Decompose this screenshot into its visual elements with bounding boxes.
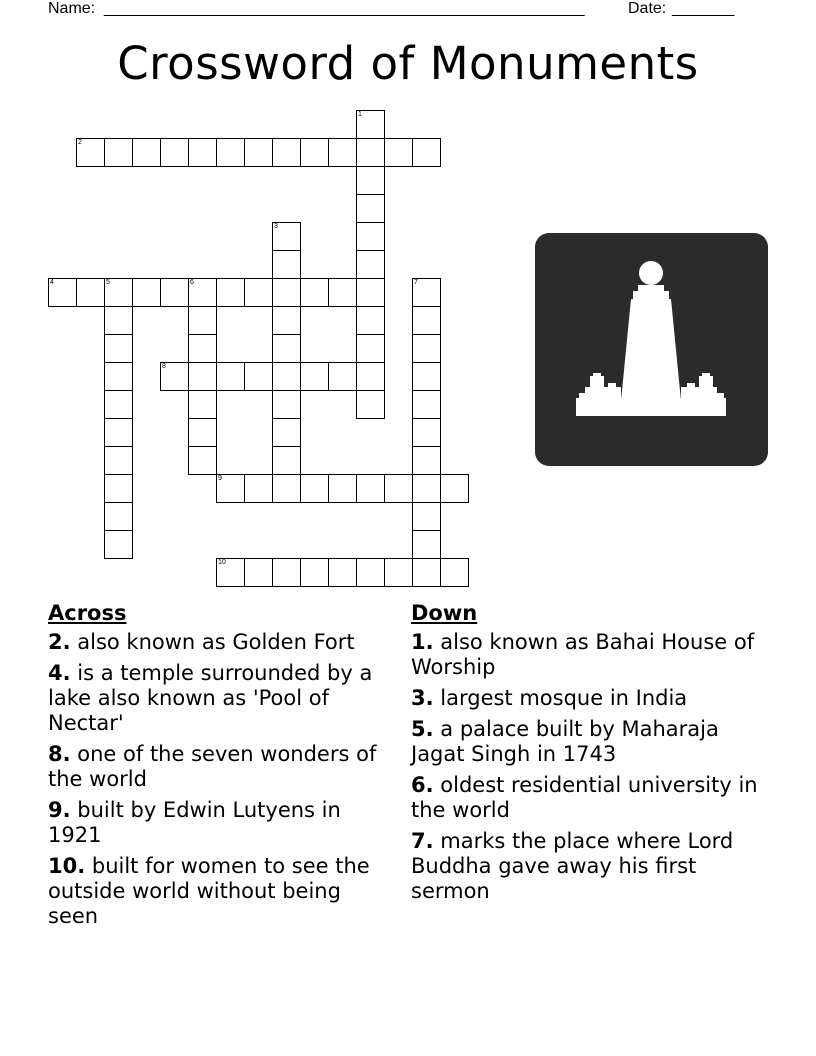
- across-clue: [48, 630, 388, 655]
- grid-cell[interactable]: [76, 278, 105, 307]
- clue-text: oldest residential university in the world: [411, 773, 758, 822]
- down-clue: [411, 717, 776, 767]
- grid-cell[interactable]: [272, 446, 301, 475]
- grid-cell[interactable]: [412, 446, 441, 475]
- clue-text: built for women to see the outside world without being seen: [48, 854, 370, 928]
- grid-cell[interactable]: [300, 278, 329, 307]
- grid-cell[interactable]: [272, 474, 301, 503]
- clue-number: 10.: [48, 854, 86, 878]
- grid-cell[interactable]: [356, 362, 385, 391]
- across-clues: [48, 598, 388, 935]
- grid-cell[interactable]: [188, 334, 217, 363]
- grid-cell[interactable]: [104, 278, 133, 307]
- grid-cell[interactable]: [272, 250, 301, 279]
- grid-cell[interactable]: [412, 138, 441, 167]
- grid-cell[interactable]: [216, 138, 245, 167]
- grid-cell[interactable]: [188, 138, 217, 167]
- grid-cell[interactable]: [188, 418, 217, 447]
- down-clue: [411, 686, 776, 711]
- across-clue: [48, 742, 388, 792]
- grid-cell[interactable]: [412, 390, 441, 419]
- grid-cell[interactable]: [104, 418, 133, 447]
- grid-cell[interactable]: [244, 474, 273, 503]
- grid-cell[interactable]: [216, 362, 245, 391]
- across-clue-list: [48, 630, 388, 929]
- grid-cell[interactable]: [104, 446, 133, 475]
- grid-cell[interactable]: [328, 278, 357, 307]
- grid-cell[interactable]: [356, 110, 385, 139]
- grid-cell[interactable]: [188, 362, 217, 391]
- across-clue: [48, 798, 388, 848]
- name-label: Name:: [48, 0, 96, 17]
- clue-text: built by Edwin Lutyens in 1921: [48, 798, 341, 847]
- grid-cell[interactable]: [440, 558, 469, 587]
- grid-cell[interactable]: [104, 334, 133, 363]
- date-field[interactable]: _______: [672, 0, 735, 17]
- grid-cell[interactable]: [188, 306, 217, 335]
- grid-cell[interactable]: [272, 306, 301, 335]
- grid-cell[interactable]: [216, 278, 245, 307]
- clue-text: also known as Golden Fort: [70, 630, 355, 654]
- clue-number: 10: [218, 559, 226, 566]
- grid-cell[interactable]: [272, 558, 301, 587]
- grid-cell[interactable]: [160, 278, 189, 307]
- grid-cell[interactable]: [412, 334, 441, 363]
- clue-text: is a temple surrounded by a lake also known as 'Pool of Nectar': [48, 661, 373, 735]
- grid-cell[interactable]: [104, 502, 133, 531]
- grid-cell[interactable]: [356, 390, 385, 419]
- clue-number: 5.: [411, 717, 434, 741]
- clue-number: 3: [274, 223, 278, 230]
- grid-cell[interactable]: [300, 474, 329, 503]
- clue-number: 1: [358, 111, 362, 118]
- across-heading: Across: [48, 601, 127, 625]
- down-clues: [411, 598, 776, 910]
- grid-cell[interactable]: [104, 138, 133, 167]
- clue-number: 4.: [48, 661, 71, 685]
- down-clue: [411, 773, 776, 823]
- grid-cell[interactable]: [216, 558, 245, 587]
- clue-number: 5: [106, 279, 110, 286]
- grid-cell[interactable]: [104, 306, 133, 335]
- grid-cell[interactable]: [300, 138, 329, 167]
- grid-cell[interactable]: [356, 306, 385, 335]
- grid-cell[interactable]: [272, 418, 301, 447]
- grid-cell[interactable]: [160, 138, 189, 167]
- grid-cell[interactable]: [132, 278, 161, 307]
- clue-number: 1.: [411, 630, 434, 654]
- grid-cell[interactable]: [384, 138, 413, 167]
- grid-cell[interactable]: [328, 362, 357, 391]
- grid-cell[interactable]: [412, 362, 441, 391]
- clue-text: marks the place where Lord Buddha gave away his first sermon: [411, 829, 734, 903]
- grid-cell[interactable]: [356, 250, 385, 279]
- clue-number: 7: [414, 279, 418, 286]
- grid-cell[interactable]: [356, 166, 385, 195]
- grid-cell[interactable]: [328, 138, 357, 167]
- grid-cell[interactable]: [272, 390, 301, 419]
- page-title: Crossword of Monuments: [117, 37, 699, 90]
- grid-cell[interactable]: [104, 390, 133, 419]
- grid-cell[interactable]: [244, 278, 273, 307]
- clue-text: a palace built by Maharaja Jagat Singh in 1743: [411, 717, 719, 766]
- monument-icon-graphic: [535, 233, 768, 466]
- grid-cell[interactable]: [132, 138, 161, 167]
- down-clue: [411, 829, 776, 904]
- clue-text: largest mosque in India: [433, 686, 688, 710]
- grid-cell[interactable]: [356, 138, 385, 167]
- clue-number: 4: [50, 279, 54, 286]
- grid-cell[interactable]: [328, 474, 357, 503]
- grid-cell[interactable]: [272, 138, 301, 167]
- grid-cell[interactable]: [244, 362, 273, 391]
- clue-number: 8.: [48, 742, 71, 766]
- grid-cell[interactable]: [104, 362, 133, 391]
- grid-cell[interactable]: [272, 334, 301, 363]
- grid-cell[interactable]: [356, 474, 385, 503]
- clue-text: one of the seven wonders of the world: [48, 742, 377, 791]
- grid-cell[interactable]: [48, 278, 77, 307]
- clue-number: 2: [78, 139, 82, 146]
- grid-cell[interactable]: [272, 362, 301, 391]
- clue-number: 8: [162, 363, 166, 370]
- grid-cell[interactable]: [76, 138, 105, 167]
- grid-cell[interactable]: [104, 474, 133, 503]
- grid-cell[interactable]: [188, 278, 217, 307]
- grid-cell[interactable]: [440, 474, 469, 503]
- clue-text: also known as Bahai House of Worship: [411, 630, 755, 679]
- across-clue: [48, 854, 388, 929]
- grid-cell[interactable]: [356, 278, 385, 307]
- clue-number: 9: [218, 475, 222, 482]
- grid-cell[interactable]: [300, 362, 329, 391]
- down-clue: [411, 630, 776, 680]
- grid-cell[interactable]: [160, 362, 189, 391]
- grid-cell[interactable]: [216, 474, 245, 503]
- down-clue-list: [411, 630, 776, 904]
- grid-cell[interactable]: [356, 558, 385, 587]
- grid-cell[interactable]: [188, 446, 217, 475]
- grid-cell[interactable]: [272, 222, 301, 251]
- date-label: Date:: [628, 0, 667, 17]
- grid-cell[interactable]: [412, 558, 441, 587]
- grid-cell[interactable]: [384, 474, 413, 503]
- grid-cell[interactable]: [356, 334, 385, 363]
- name-field[interactable]: ______________________________________________________: [104, 0, 585, 17]
- clue-number: 2.: [48, 630, 71, 654]
- grid-cell[interactable]: [188, 390, 217, 419]
- grid-cell[interactable]: [300, 558, 329, 587]
- grid-cell[interactable]: [104, 530, 133, 559]
- grid-cell[interactable]: [384, 558, 413, 587]
- grid-cell[interactable]: [272, 278, 301, 307]
- clue-number: 6.: [411, 773, 434, 797]
- grid-cell[interactable]: [244, 558, 273, 587]
- clue-number: 3.: [411, 686, 434, 710]
- grid-cell[interactable]: [412, 530, 441, 559]
- grid-cell[interactable]: [244, 138, 273, 167]
- grid-cell[interactable]: [412, 306, 441, 335]
- grid-cell[interactable]: [328, 558, 357, 587]
- clue-number: 7.: [411, 829, 434, 853]
- grid-cell[interactable]: [356, 194, 385, 223]
- across-clue: [48, 661, 388, 736]
- down-heading: Down: [411, 601, 478, 625]
- clue-number: 6: [190, 279, 194, 286]
- grid-cell[interactable]: [412, 278, 441, 307]
- clue-number: 9.: [48, 798, 71, 822]
- grid-cell[interactable]: [412, 474, 441, 503]
- monument-icon: [535, 233, 768, 466]
- grid-cell[interactable]: [412, 418, 441, 447]
- grid-cell[interactable]: [356, 222, 385, 251]
- grid-cell[interactable]: [412, 502, 441, 531]
